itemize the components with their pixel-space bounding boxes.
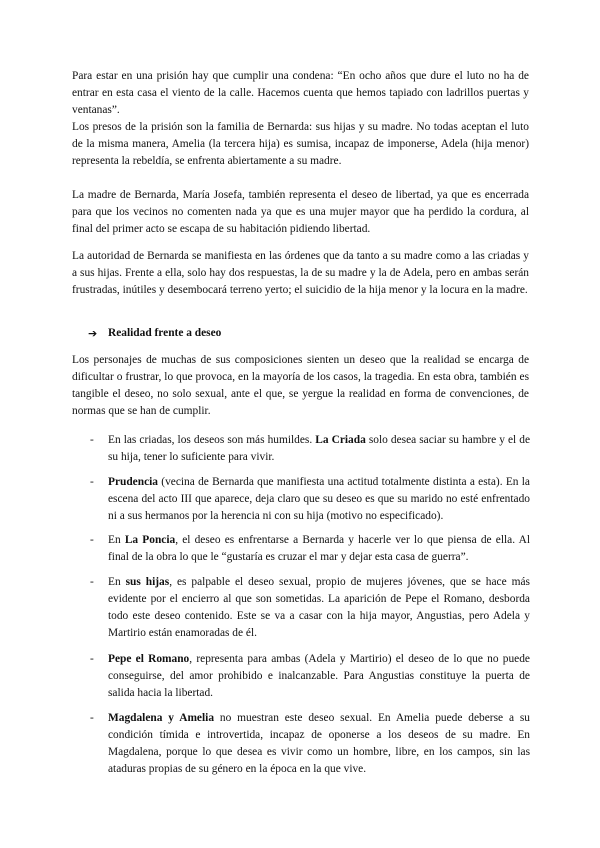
arrow-right-icon: ➔ bbox=[88, 327, 98, 340]
list-item bbox=[90, 532, 530, 566]
paragraph-authority: La autoridad de Bernarda se manifiesta en las órdenes que da tanto a su madre como a las criadas y a sus hijas. Frente a ella, solo hay dos respuestas, la de su madre y la de Adela, pero en ambas serán frustradas, inútiles y desembocará terreno yerto; el suicidio de la hija menor y la locura en la madre. bbox=[72, 250, 529, 296]
list-item-text: Pepe el Romano, representa para ambas (Adela y Martirio) el deseo de lo que no puede conseguirse, del amor prohibido e inalcanzable. Para Angustias constituye la puerta de salida hacia la libertad. bbox=[108, 653, 530, 699]
list-item bbox=[90, 574, 530, 642]
character-name: Prudencia bbox=[108, 476, 158, 488]
list-item bbox=[90, 474, 530, 525]
list-item-text: En las criadas, los deseos son más humildes. La Criada solo desea saciar su hambre y el de su hija, tener lo suficiente para vivir. bbox=[108, 434, 531, 463]
list-dash: - bbox=[90, 712, 94, 724]
paragraph-prison-quote: Para estar en una prisión hay que cumplir una condena: “En ocho años que dure el luto no ha de entrar en esta casa el viento de la calle. Hacemos cuenta que hemos tapiado con ladrillos puertas y ventanas”. bbox=[72, 70, 529, 116]
list-item bbox=[90, 651, 530, 702]
list-dash: - bbox=[90, 434, 94, 446]
list-item bbox=[90, 432, 530, 466]
paragraph-maria-josefa: La madre de Bernarda, María Josefa, también representa el deseo de libertad, ya que es encerrada para que los vecinos no comenten nada ya que es una mujer mayor que ha perdido la cordura, al final del primer acto se escapa de su habitación pidiendo libertad. bbox=[72, 189, 529, 235]
character-name: La Criada bbox=[315, 434, 366, 446]
character-name: sus hijas bbox=[125, 576, 170, 588]
list-dash: - bbox=[90, 653, 94, 665]
section-title: Realidad frente a deseo bbox=[108, 327, 222, 339]
paragraph-desire-intro: Los personajes de muchas de sus composiciones sienten un deseo que la realidad se encarga de dificultar o frustrar, lo que provoca, en la mayoría de los casos, la tragedia. En esta obra, también es tangible el deseo, no solo sexual, ante el que, se yergue la realidad en forma de convenciones, de normas que se han de cumplir. bbox=[72, 354, 529, 417]
list-dash: - bbox=[90, 576, 94, 588]
list-item bbox=[90, 710, 530, 778]
list-dash: - bbox=[90, 476, 94, 488]
character-name: Magdalena y Amelia bbox=[108, 712, 215, 724]
section-heading bbox=[88, 325, 221, 342]
list-dash: - bbox=[90, 534, 94, 546]
paragraph-prisoners: Los presos de la prisión son la familia de Bernarda: sus hijas y su madre. No todas aceptan el luto de la misma manera, Amelia (la tercera hija) es sumisa, incapaz de imponerse, Adela (hija menor) representa la rebeldía, se enfrenta abiertamente a su madre. bbox=[72, 121, 529, 167]
character-name: La Poncia bbox=[124, 534, 176, 546]
list-item-text: Magdalena y Amelia no muestran este deseo sexual. En Amelia puede deberse a su condición tímida e introvertida, incapaz de oponerse a los deseos de su madre. En Magdalena, porque lo que desea es vivir como un hombre, libre, en los campos, sin las ataduras propias de su género en la época en la que vive. bbox=[108, 712, 530, 775]
list-item-text: En sus hijas, es palpable el deseo sexual, propio de mujeres jóvenes, que se hace más evidente por el encierro al que son sometidas. La aparición de Pepe el Romano, desborda todo este deseo contenido. Este se va a casar con la hija mayor, Angustias, pero Adela y Martirio están enamoradas de él. bbox=[108, 576, 530, 639]
list-item-text: Prudencia (vecina de Bernarda que manifiesta una actitud totalmente distinta a esta). En la escena del acto III que aparece, deja claro que su deseo es que su marido no esté enfrentado ni a sus hermanos por la herencia ni con su hija (motivo no especificado). bbox=[108, 476, 530, 522]
list-item-text: En La Poncia, el deseo es enfrentarse a Bernarda y hacerle ver lo que piensa de ella. Al final de la obra lo que le “gustaría es cruzar el mar y dejar esta casa de guerra”. bbox=[108, 534, 530, 563]
character-name: Pepe el Romano bbox=[108, 653, 190, 665]
